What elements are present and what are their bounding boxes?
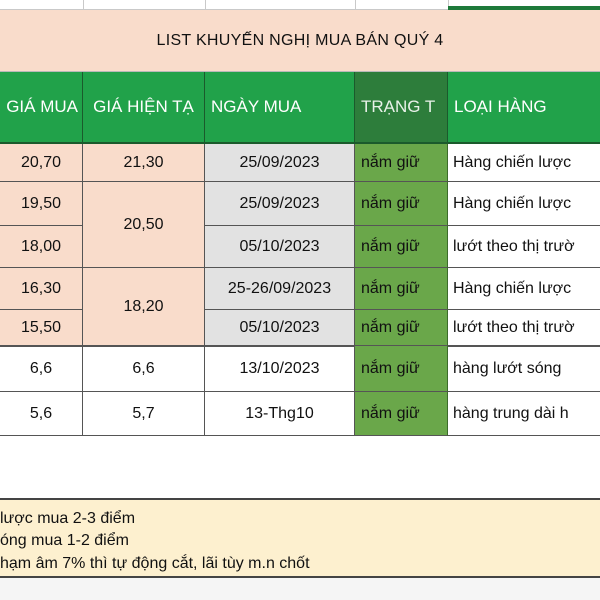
cell-ngay-mua[interactable]: 13-Thg10 bbox=[205, 392, 355, 436]
top-grid-strip bbox=[0, 0, 600, 10]
cell-ngay-mua[interactable]: 05/10/2023 bbox=[205, 226, 355, 268]
bottom-empty-area bbox=[0, 578, 600, 600]
cell-trang-thai[interactable]: nắm giữ bbox=[355, 144, 448, 182]
cell-gia-hien-tai[interactable]: 21,30 bbox=[83, 144, 205, 182]
cell-trang-thai[interactable]: nắm giữ bbox=[355, 346, 448, 392]
cell-gia-hien-tai[interactable]: 6,6 bbox=[83, 346, 205, 392]
header-loai-hang[interactable]: LOẠI HÀNG bbox=[448, 72, 600, 144]
cell-gia-mua[interactable]: 5,6 bbox=[0, 392, 83, 436]
cell-trang-thai[interactable]: nắm giữ bbox=[355, 310, 448, 346]
cell-loai-hang[interactable]: Hàng chiến lược bbox=[448, 268, 600, 310]
note-line[interactable]: hạm âm 7% thì tự động cắt, lãi tùy m.n chốt bbox=[0, 555, 310, 572]
cell-ngay-mua[interactable]: 13/10/2023 bbox=[205, 346, 355, 392]
cell-gia-hien-tai-merged[interactable]: 18,20 bbox=[83, 268, 205, 346]
sheet-title: LIST KHUYẾN NGHỊ MUA BÁN QUÝ 4 bbox=[0, 10, 600, 72]
cell-loai-hang[interactable]: Hàng chiến lược bbox=[448, 182, 600, 226]
header-trang-thai[interactable]: TRẠNG T bbox=[355, 72, 448, 144]
cell-ngay-mua[interactable]: 25/09/2023 bbox=[205, 182, 355, 226]
cell-trang-thai[interactable]: nắm giữ bbox=[355, 268, 448, 310]
cell-loai-hang[interactable]: lướt theo thị trườ bbox=[448, 226, 600, 268]
cell-ngay-mua[interactable]: 05/10/2023 bbox=[205, 310, 355, 346]
notes-box bbox=[0, 498, 600, 578]
cell-trang-thai[interactable]: nắm giữ bbox=[355, 182, 448, 226]
cell-gia-hien-tai-merged[interactable]: 20,50 bbox=[83, 182, 205, 268]
cell-gia-mua[interactable]: 18,00 bbox=[0, 226, 83, 268]
cell-trang-thai[interactable]: nắm giữ bbox=[355, 392, 448, 436]
header-gia-hien-tai[interactable]: GIÁ HIỆN TẠ bbox=[83, 72, 205, 144]
cell-ngay-mua[interactable]: 25/09/2023 bbox=[205, 144, 355, 182]
cell-gia-mua[interactable]: 15,50 bbox=[0, 310, 83, 346]
cell-gia-mua[interactable]: 19,50 bbox=[0, 182, 83, 226]
header-ngay-mua[interactable]: NGÀY MUA bbox=[205, 72, 355, 144]
note-line[interactable]: lược mua 2-3 điểm bbox=[0, 510, 136, 527]
cell-ngay-mua[interactable]: 25-26/09/2023 bbox=[205, 268, 355, 310]
cell-loai-hang[interactable]: hàng lướt sóng bbox=[448, 346, 600, 392]
cell-gia-mua[interactable]: 16,30 bbox=[0, 268, 83, 310]
cell-loai-hang[interactable]: lướt theo thị trườ bbox=[448, 310, 600, 346]
cell-gia-hien-tai[interactable]: 5,7 bbox=[83, 392, 205, 436]
cell-trang-thai[interactable]: nắm giữ bbox=[355, 226, 448, 268]
cell-gia-mua[interactable]: 20,70 bbox=[0, 144, 83, 182]
cell-loai-hang[interactable]: Hàng chiến lược bbox=[448, 144, 600, 182]
header-gia-mua[interactable]: GIÁ MUA bbox=[0, 72, 83, 144]
cell-loai-hang[interactable]: hàng trung dài h bbox=[448, 392, 600, 436]
cell-gia-mua[interactable]: 6,6 bbox=[0, 346, 83, 392]
note-line[interactable]: óng mua 1-2 điểm bbox=[0, 532, 129, 549]
